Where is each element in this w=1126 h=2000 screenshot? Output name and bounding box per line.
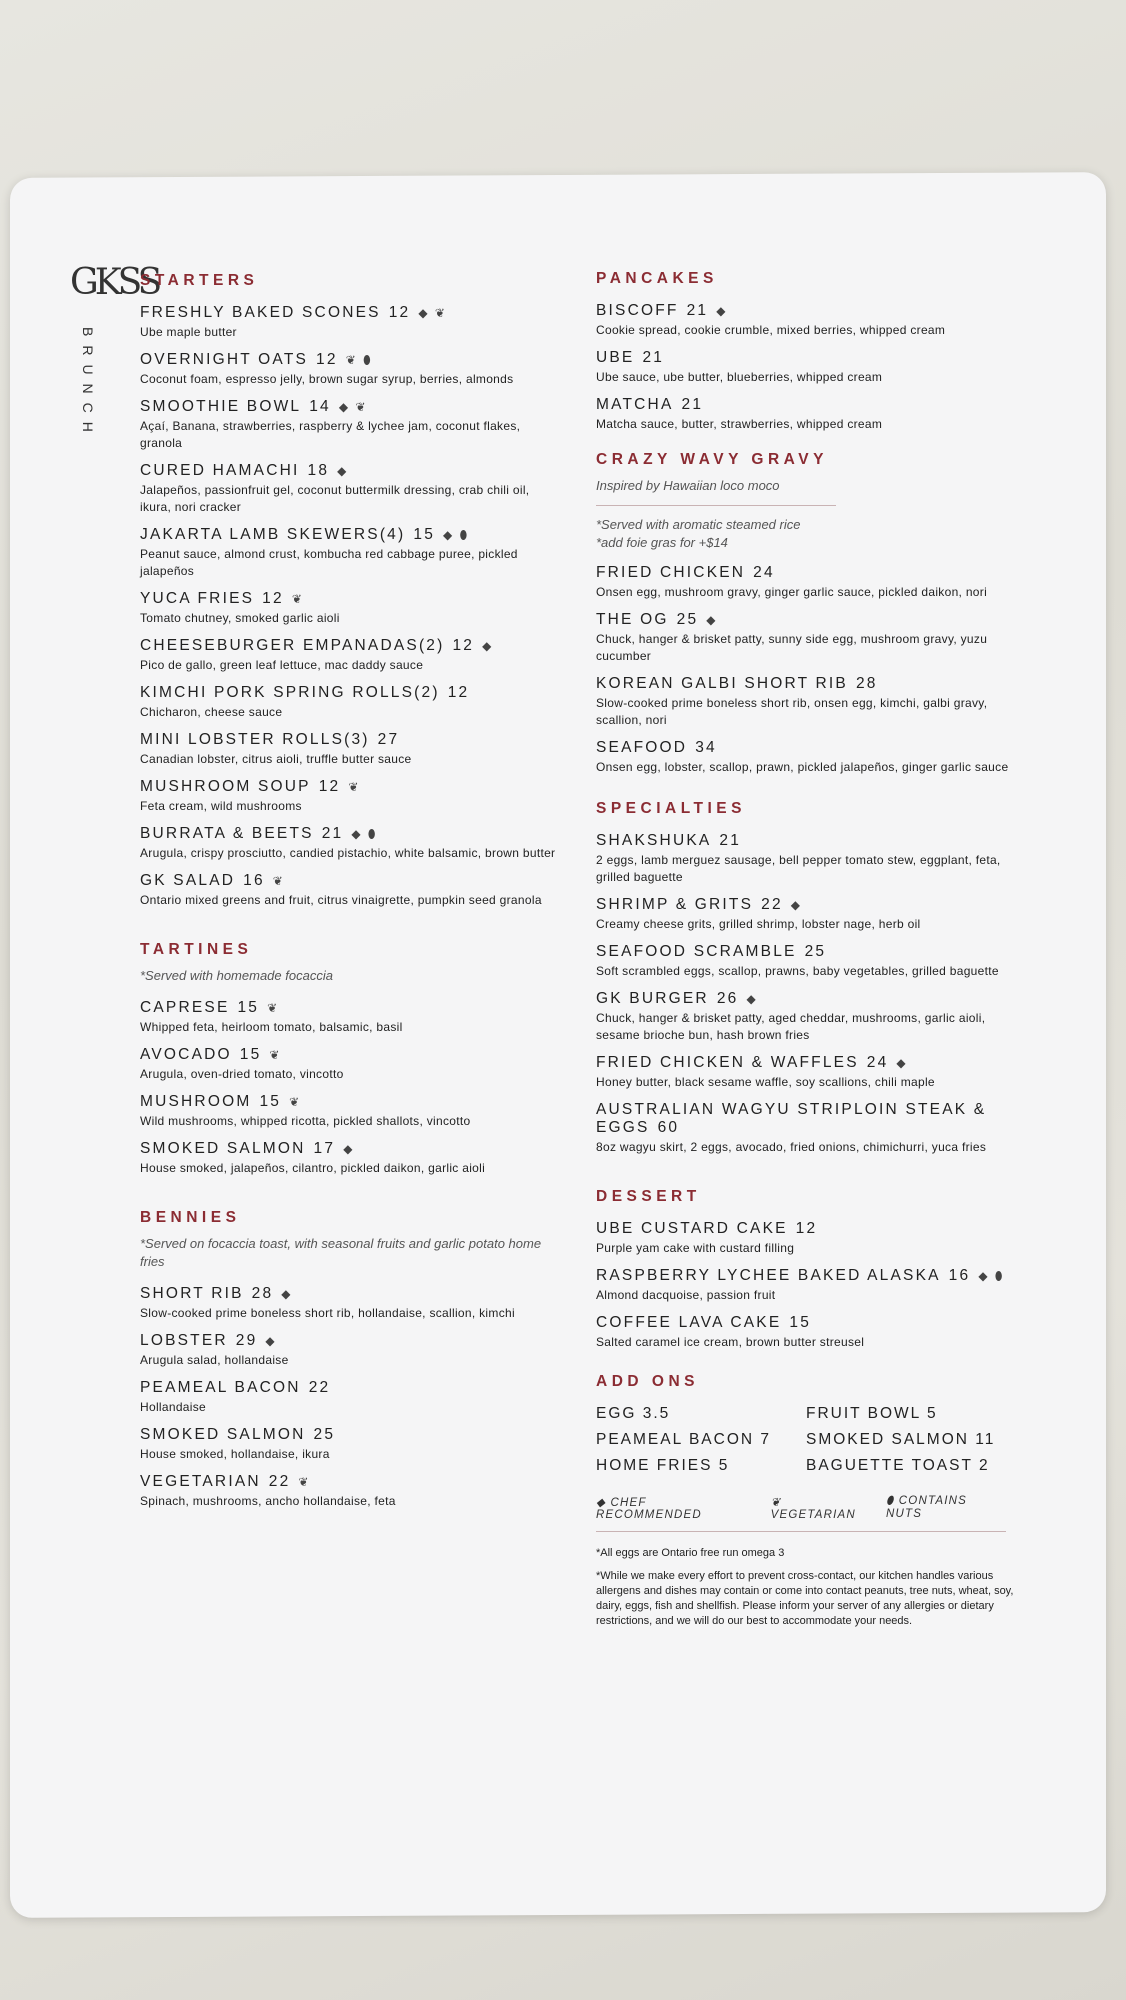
dietary-icons: ◆ ⬮	[351, 827, 378, 841]
menu-item	[596, 990, 1016, 1044]
menu-item	[596, 1054, 1016, 1091]
item-name: LOBSTER	[140, 1332, 228, 1349]
item-description: Ube maple butter	[140, 325, 237, 339]
menu-item	[596, 611, 1016, 665]
item-description: Cookie spread, cookie crumble, mixed berries, whipped cream	[596, 323, 946, 337]
dietary-icons: ❦	[289, 1095, 302, 1109]
menu-item	[140, 1379, 560, 1416]
section-subtitle: Inspired by Hawaiian loco moco	[596, 478, 780, 493]
menu-item	[596, 739, 1016, 776]
dessert-section	[596, 1188, 1016, 1351]
section-note: *Served with aromatic steamed rice	[596, 517, 801, 532]
item-price: 21	[719, 832, 742, 849]
item-description: Peanut sauce, almond crust, kombucha red cabbage puree, pickled jalapeños	[140, 547, 518, 578]
item-name: SHORT RIB	[140, 1285, 244, 1302]
drop-icon: ◆	[596, 1497, 611, 1509]
item-price: 21	[321, 825, 344, 842]
dietary-icons: ❦	[298, 1475, 311, 1489]
menu-item	[140, 1093, 560, 1130]
item-description: Feta cream, wild mushrooms	[140, 799, 302, 813]
menu-item	[140, 778, 560, 815]
item-price: 12	[262, 590, 284, 607]
starters-section	[140, 272, 560, 909]
item-price: 25	[804, 943, 827, 960]
item-name: SEAFOOD SCRAMBLE	[596, 943, 797, 960]
dietary-icons: ◆	[482, 639, 494, 653]
brunch-label: BRUNCH	[80, 327, 96, 441]
menu-item	[596, 564, 1016, 601]
item-description: Canadian lobster, citrus aioli, truffle butter sauce	[140, 752, 412, 766]
menu-item	[140, 1046, 560, 1083]
dietary-icons: ◆	[343, 1142, 355, 1156]
item-price: 27	[377, 731, 400, 748]
item-description: Onsen egg, mushroom gravy, ginger garlic sauce, pickled daikon, nori	[596, 585, 988, 599]
item-price: 25	[313, 1426, 336, 1443]
item-description: Arugula, oven-dried tomato, vincotto	[140, 1067, 344, 1081]
item-price: 15	[237, 999, 260, 1016]
item-description: Creamy cheese grits, grilled shrimp, lobster nage, herb oil	[596, 917, 921, 931]
item-price: 24	[866, 1054, 889, 1071]
menu-item	[596, 896, 1016, 933]
item-name: FRIED CHICKEN	[596, 564, 746, 581]
item-price: 22	[308, 1379, 331, 1396]
item-price: 21	[686, 302, 709, 319]
item-description: Wild mushrooms, whipped ricotta, pickled shallots, vincotto	[140, 1114, 471, 1128]
item-price: 14	[309, 398, 331, 415]
item-description: Onsen egg, lobster, scallop, prawn, pickled jalapeños, ginger garlic sauce	[596, 760, 1009, 774]
item-name: MUSHROOM SOUP	[140, 778, 311, 795]
section-title: ADD ONS	[596, 1373, 699, 1390]
item-description: Hollandaise	[140, 1400, 207, 1414]
dietary-icons: ◆	[281, 1287, 293, 1301]
item-price: 15	[789, 1314, 812, 1331]
item-description: Slow-cooked prime boneless short rib, hollandaise, scallion, kimchi	[140, 1306, 515, 1320]
menu-item	[140, 462, 560, 516]
menu-item	[140, 731, 560, 768]
item-name: VEGETARIAN	[140, 1473, 261, 1490]
dietary-icons: ◆ ❦	[418, 306, 447, 320]
item-price: 12	[795, 1220, 818, 1237]
item-price: 15	[413, 526, 436, 543]
dietary-icons: ❦	[272, 874, 285, 888]
dietary-icons: ◆	[790, 898, 803, 912]
item-price: 28	[855, 675, 878, 692]
item-description: Arugula, crispy prosciutto, candied pistachio, white balsamic, brown butter	[140, 846, 556, 860]
item-description: Tomato chutney, smoked garlic aioli	[140, 611, 340, 625]
item-description: Spinach, mushrooms, ancho hollandaise, feta	[140, 1494, 396, 1508]
legend-chef: ◆ CHEF RECOMMENDED	[596, 1497, 702, 1521]
item-name: KOREAN GALBI SHORT RIB	[596, 675, 848, 692]
dietary-icons: ◆ ⬮	[443, 528, 470, 542]
item-price: 34	[695, 739, 717, 756]
section-title: SPECIALTIES	[596, 800, 746, 817]
item-name: SHRIMP & GRITS	[596, 896, 754, 913]
section-title: PANCAKES	[596, 270, 718, 287]
item-name: AUSTRALIAN WAGYU STRIPLOIN STEAK & EGGS	[596, 1101, 987, 1136]
item-name: BISCOFF	[596, 302, 679, 319]
item-price: 18	[307, 462, 330, 479]
gravy-section	[596, 451, 1016, 776]
dietary-icons: ◆	[896, 1056, 908, 1070]
item-description: Açaí, Banana, strawberries, raspberry & lychee jam, coconut flakes, granola	[140, 419, 521, 450]
menu-item	[596, 943, 1016, 980]
section-title: DESSERT	[596, 1188, 701, 1205]
legend	[596, 1495, 1006, 1532]
menu-item	[140, 351, 560, 388]
item-name: UBE CUSTARD CAKE	[596, 1220, 788, 1237]
item-name: SMOKED SALMON	[140, 1140, 306, 1157]
menu-item	[596, 1267, 1016, 1304]
item-name: SEAFOOD	[596, 739, 688, 756]
legend-nuts: ⬮ CONTAINS NUTS	[885, 1495, 967, 1520]
eggs-footnote: *All eggs are Ontario free run omega 3	[596, 1547, 785, 1559]
item-price: 16	[948, 1267, 971, 1284]
item-price: 22	[761, 896, 783, 913]
item-name: UBE	[596, 349, 635, 366]
menu-item	[140, 684, 560, 721]
section-note: *add foie gras for +$14	[596, 535, 728, 550]
item-price: 17	[313, 1140, 336, 1157]
item-description: Arugula salad, hollandaise	[140, 1353, 289, 1367]
addons-grid	[596, 1405, 1016, 1475]
item-description: Matcha sauce, butter, strawberries, whipped cream	[596, 417, 883, 431]
menu-item	[140, 1285, 560, 1322]
item-name: MINI LOBSTER ROLLS(3)	[140, 731, 370, 748]
item-description: Honey butter, black sesame waffle, soy scallions, chili maple	[596, 1075, 935, 1089]
leaf-icon: ❦	[770, 1497, 782, 1509]
section-title: BENNIES	[140, 1209, 241, 1226]
addons-section	[596, 1373, 1016, 1475]
dietary-icons: ❦	[269, 1048, 282, 1062]
item-name: THE OG	[596, 611, 669, 628]
bennies-section	[140, 1209, 560, 1510]
item-price: 25	[676, 611, 699, 628]
menu-item	[596, 349, 1016, 386]
item-description: Soft scrambled eggs, scallop, prawns, baby vegetables, grilled baguette	[596, 964, 999, 978]
menu-item	[140, 825, 560, 862]
item-description: Chuck, hanger & brisket patty, aged cheddar, mushrooms, garlic aioli, sesame brioche bun, hash brown fries	[596, 1011, 986, 1042]
dietary-icons: ❦	[291, 592, 304, 606]
item-description: Almond dacquoise, passion fruit	[596, 1288, 776, 1302]
item-description: Whipped feta, heirloom tomato, balsamic, basil	[140, 1020, 403, 1034]
item-description: Salted caramel ice cream, brown butter streusel	[596, 1335, 865, 1349]
item-description: Ube sauce, ube butter, blueberries, whipped cream	[596, 370, 883, 384]
tartines-section	[140, 941, 560, 1177]
item-name: SHAKSHUKA	[596, 832, 712, 849]
nut-icon: ⬮	[885, 1495, 899, 1507]
menu-item	[596, 675, 1016, 729]
item-price: 16	[243, 872, 265, 889]
dietary-icons: ◆	[337, 464, 349, 478]
item-price: 26	[716, 990, 739, 1007]
menu-item	[140, 1332, 560, 1369]
item-name: RASPBERRY LYCHEE BAKED ALASKA	[596, 1267, 941, 1284]
item-price: 15	[259, 1093, 282, 1110]
item-description: Purple yam cake with custard filling	[596, 1241, 795, 1255]
addon-item: FRUIT BOWL 5	[806, 1405, 938, 1422]
allergy-footnote: *While we make every effort to prevent cross-contact, our kitchen handles various allergens and dishes may contain or come into contact peanuts, tree nuts, wheat, soy, dairy, eggs, fish and shellfish. Please inform your server of any allergies or dietary restrictions, and we will do our best to accommodate your needs.	[596, 1570, 1014, 1627]
menu-item	[596, 1220, 1016, 1257]
dietary-icons: ◆	[265, 1334, 277, 1348]
item-price: 60	[657, 1119, 680, 1136]
item-price: 24	[753, 564, 775, 581]
item-price: 29	[235, 1332, 258, 1349]
item-name: KIMCHI PORK SPRING ROLLS(2)	[140, 684, 440, 701]
item-name: MATCHA	[596, 396, 674, 413]
dietary-icons: ◆ ❦	[338, 400, 368, 414]
item-price: 12	[316, 351, 338, 368]
item-description: House smoked, hollandaise, ikura	[140, 1447, 330, 1461]
item-price: 21	[681, 396, 704, 413]
menu-item	[140, 398, 560, 452]
item-name: SMOOTHIE BOWL	[140, 398, 302, 415]
section-title: TARTINES	[140, 941, 253, 958]
item-name: AVOCADO	[140, 1046, 232, 1063]
dietary-icons: ◆ ⬮	[978, 1269, 1005, 1283]
addon-item: HOME FRIES 5	[596, 1457, 730, 1474]
addon-item: EGG 3.5	[596, 1405, 671, 1422]
menu-item	[596, 832, 1016, 886]
item-name: YUCA FRIES	[140, 590, 255, 607]
item-price: 12	[388, 304, 411, 321]
item-name: PEAMEAL BACON	[140, 1379, 301, 1396]
item-name: FRIED CHICKEN & WAFFLES	[596, 1054, 859, 1071]
divider	[596, 505, 836, 506]
section-title: STARTERS	[140, 272, 259, 289]
addon-item: BAGUETTE TOAST 2	[806, 1457, 990, 1474]
section-note: *Served on focaccia toast, with seasonal fruits and garlic potato home fries	[140, 1236, 542, 1269]
menu-item	[140, 637, 560, 674]
brand-block	[70, 262, 159, 441]
item-description: Jalapeños, passionfruit gel, coconut buttermilk dressing, crab chili oil, ikura, nori cracker	[140, 483, 530, 514]
item-description: 8oz wagyu skirt, 2 eggs, avocado, fried onions, chimichurri, yuca fries	[596, 1140, 987, 1154]
item-name: MUSHROOM	[140, 1093, 252, 1110]
dietary-icons: ◆	[716, 304, 728, 318]
item-price: 22	[268, 1473, 291, 1490]
menu-item	[140, 1140, 560, 1177]
item-name: BURRATA & BEETS	[140, 825, 314, 842]
section-note: *Served with homemade focaccia	[140, 968, 333, 983]
item-description: Coconut foam, espresso jelly, brown sugar syrup, berries, almonds	[140, 372, 514, 386]
dietary-icons: ◆	[706, 613, 718, 627]
item-name: CAPRESE	[140, 999, 230, 1016]
item-description: 2 eggs, lamb merguez sausage, bell pepper tomato stew, eggplant, feta, grilled baguette	[596, 853, 1001, 884]
dietary-icons: ❦ ⬮	[345, 353, 373, 367]
legend-veg: ❦ VEGETARIAN	[770, 1497, 856, 1521]
item-price: 12	[447, 684, 470, 701]
section-title: CRAZY WAVY GRAVY	[596, 451, 828, 468]
item-price: 21	[642, 349, 665, 366]
menu-item	[596, 302, 1016, 339]
item-price: 12	[452, 637, 475, 654]
item-description: Chicharon, cheese sauce	[140, 705, 283, 719]
item-name: COFFEE LAVA CAKE	[596, 1314, 782, 1331]
item-name: GK BURGER	[596, 990, 709, 1007]
item-name: OVERNIGHT OATS	[140, 351, 309, 368]
menu-item	[596, 1314, 1016, 1351]
item-description: Slow-cooked prime boneless short rib, onsen egg, kimchi, galbi gravy, scallion, nori	[596, 696, 988, 727]
menu-item	[140, 872, 560, 909]
menu-item	[140, 590, 560, 627]
item-name: SMOKED SALMON	[140, 1426, 306, 1443]
menu-item	[596, 1101, 1016, 1156]
menu-item	[140, 999, 560, 1036]
item-price: 12	[318, 778, 341, 795]
menu-item	[140, 1426, 560, 1463]
item-name: FRESHLY BAKED SCONES	[140, 304, 381, 321]
dietary-icons: ◆	[746, 992, 758, 1006]
dietary-icons: ❦	[267, 1001, 280, 1015]
item-description: Ontario mixed greens and fruit, citrus vinaigrette, pumpkin seed granola	[140, 893, 542, 907]
addon-item: PEAMEAL BACON 7	[596, 1431, 772, 1448]
item-name: CHEESEBURGER EMPANADAS(2)	[140, 637, 445, 654]
item-description: Chuck, hanger & brisket patty, sunny side egg, mushroom gravy, yuzu cucumber	[596, 632, 988, 663]
menu-item	[596, 396, 1016, 433]
dietary-icons: ❦	[348, 780, 361, 794]
brand-logo: GKSS	[70, 262, 159, 303]
menu-item	[140, 304, 560, 341]
menu-item	[140, 526, 560, 580]
pancakes-section	[596, 270, 1016, 433]
item-description: Pico de gallo, green leaf lettuce, mac daddy sauce	[140, 658, 424, 672]
specialties-section	[596, 800, 1016, 1156]
item-price: 28	[251, 1285, 274, 1302]
item-price: 15	[239, 1046, 262, 1063]
left-column	[140, 272, 560, 1520]
item-name: GK SALAD	[140, 872, 236, 889]
item-name: JAKARTA LAMB SKEWERS(4)	[140, 526, 406, 543]
item-description: House smoked, jalapeños, cilantro, pickled daikon, garlic aioli	[140, 1161, 486, 1175]
right-column	[596, 270, 1016, 1637]
item-name: CURED HAMACHI	[140, 462, 300, 479]
addon-item: SMOKED SALMON 11	[806, 1431, 996, 1448]
menu-item	[140, 1473, 560, 1510]
